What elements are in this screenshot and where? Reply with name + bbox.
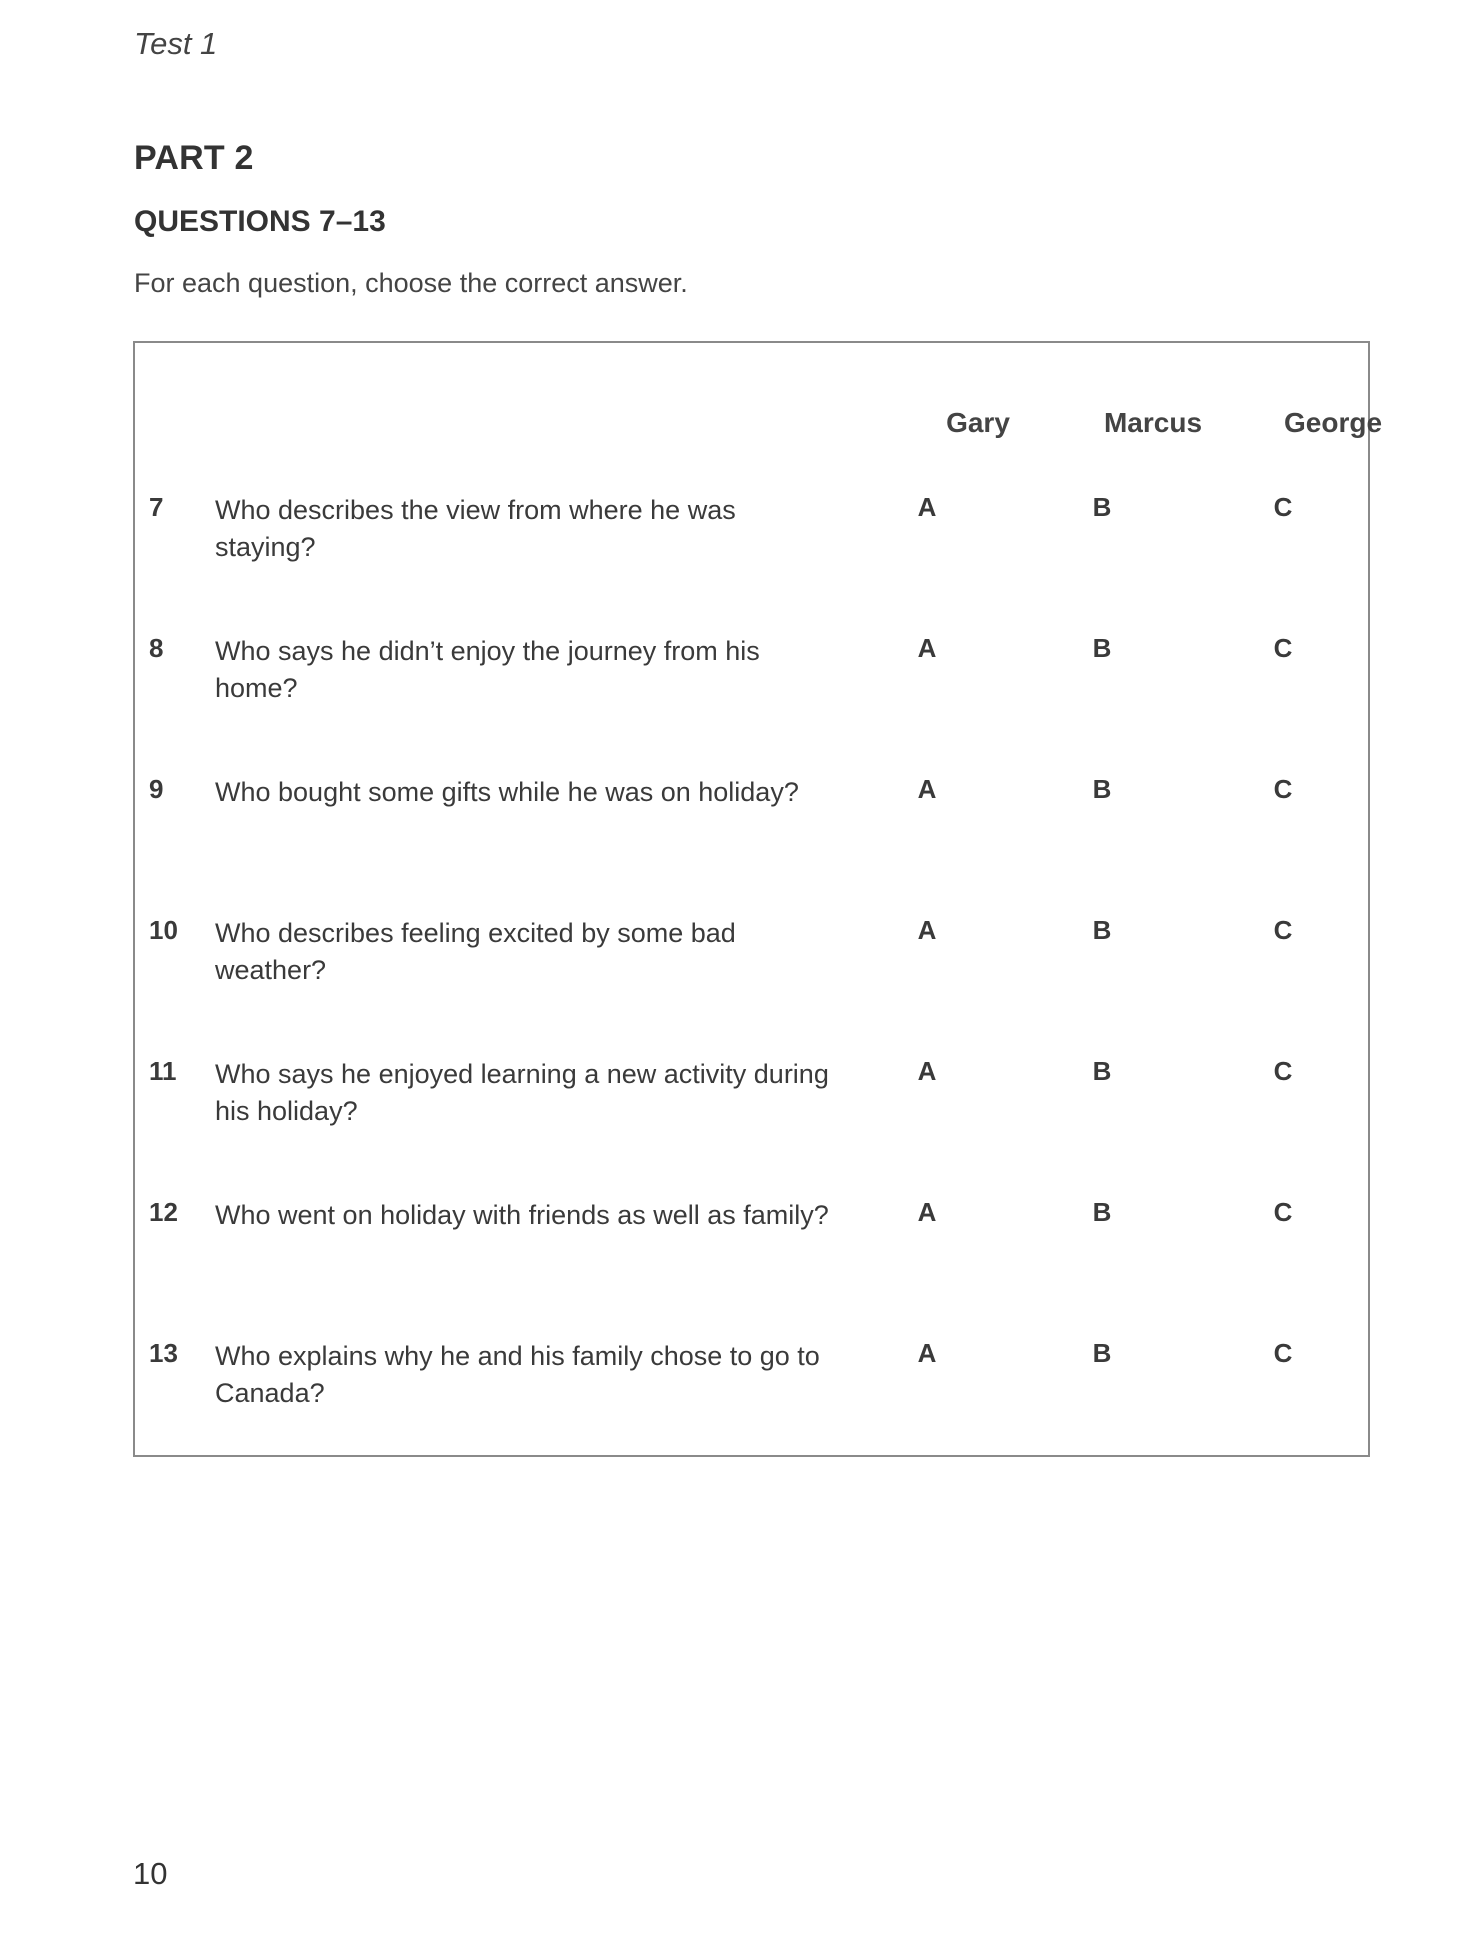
question-number: 13 (149, 1338, 178, 1368)
answer-option-a[interactable]: A (917, 774, 937, 804)
question-number: 10 (149, 915, 178, 945)
question-row (135, 492, 1368, 612)
question-row (135, 915, 1368, 1035)
question-number: 7 (149, 492, 164, 522)
question-text: Who describes the view from where he was staying? (215, 495, 736, 562)
column-header-george: George (1283, 407, 1383, 438)
answer-option-b[interactable]: B (1092, 492, 1112, 522)
answer-option-a[interactable]: A (917, 633, 937, 663)
answer-option-c[interactable]: C (1273, 774, 1293, 804)
question-text: Who went on holiday with friends as well as family? (215, 1200, 829, 1230)
answer-option-c[interactable]: C (1273, 492, 1293, 522)
answer-option-a[interactable]: A (917, 492, 937, 522)
question-text: Who bought some gifts while he was on holiday? (215, 777, 799, 807)
answer-option-c[interactable]: C (1273, 1338, 1293, 1368)
questions-title: QUESTIONS 7–13 (134, 205, 386, 238)
question-row (135, 1056, 1368, 1176)
question-number: 8 (149, 633, 164, 663)
question-number: 12 (149, 1197, 178, 1227)
question-text: Who explains why he and his family chose to go to Canada? (215, 1341, 820, 1408)
question-row (135, 1197, 1368, 1317)
part-title: PART 2 (134, 139, 254, 177)
answer-option-a[interactable]: A (917, 1197, 937, 1227)
question-row (135, 633, 1368, 753)
answer-option-a[interactable]: A (917, 1338, 937, 1368)
answer-option-b[interactable]: B (1092, 915, 1112, 945)
question-row (135, 774, 1368, 894)
column-header-marcus: Marcus (1103, 407, 1203, 438)
question-text: Who says he enjoyed learning a new activity during his holiday? (215, 1059, 829, 1126)
question-text: Who says he didn’t enjoy the journey from his home? (215, 636, 760, 703)
running-head: Test 1 (134, 26, 218, 61)
answer-option-b[interactable]: B (1092, 774, 1112, 804)
question-number: 11 (149, 1056, 177, 1086)
answer-option-c[interactable]: C (1273, 1197, 1293, 1227)
answer-option-b[interactable]: B (1092, 1338, 1112, 1368)
question-number: 9 (149, 774, 164, 804)
answer-option-b[interactable]: B (1092, 1056, 1112, 1086)
answer-option-c[interactable]: C (1273, 1056, 1293, 1086)
page-number: 10 (133, 1856, 168, 1891)
answer-option-c[interactable]: C (1273, 915, 1293, 945)
answer-option-a[interactable]: A (917, 915, 937, 945)
question-row (135, 1338, 1368, 1458)
answer-option-a[interactable]: A (917, 1056, 937, 1086)
answer-option-b[interactable]: B (1092, 1197, 1112, 1227)
answer-option-b[interactable]: B (1092, 633, 1112, 663)
question-box (133, 341, 1383, 1457)
instruction-text: For each question, choose the correct answer. (134, 268, 688, 298)
answer-option-c[interactable]: C (1273, 633, 1293, 663)
question-text: Who describes feeling excited by some bad weather? (215, 918, 736, 985)
column-header-gary: Gary (946, 407, 1010, 438)
